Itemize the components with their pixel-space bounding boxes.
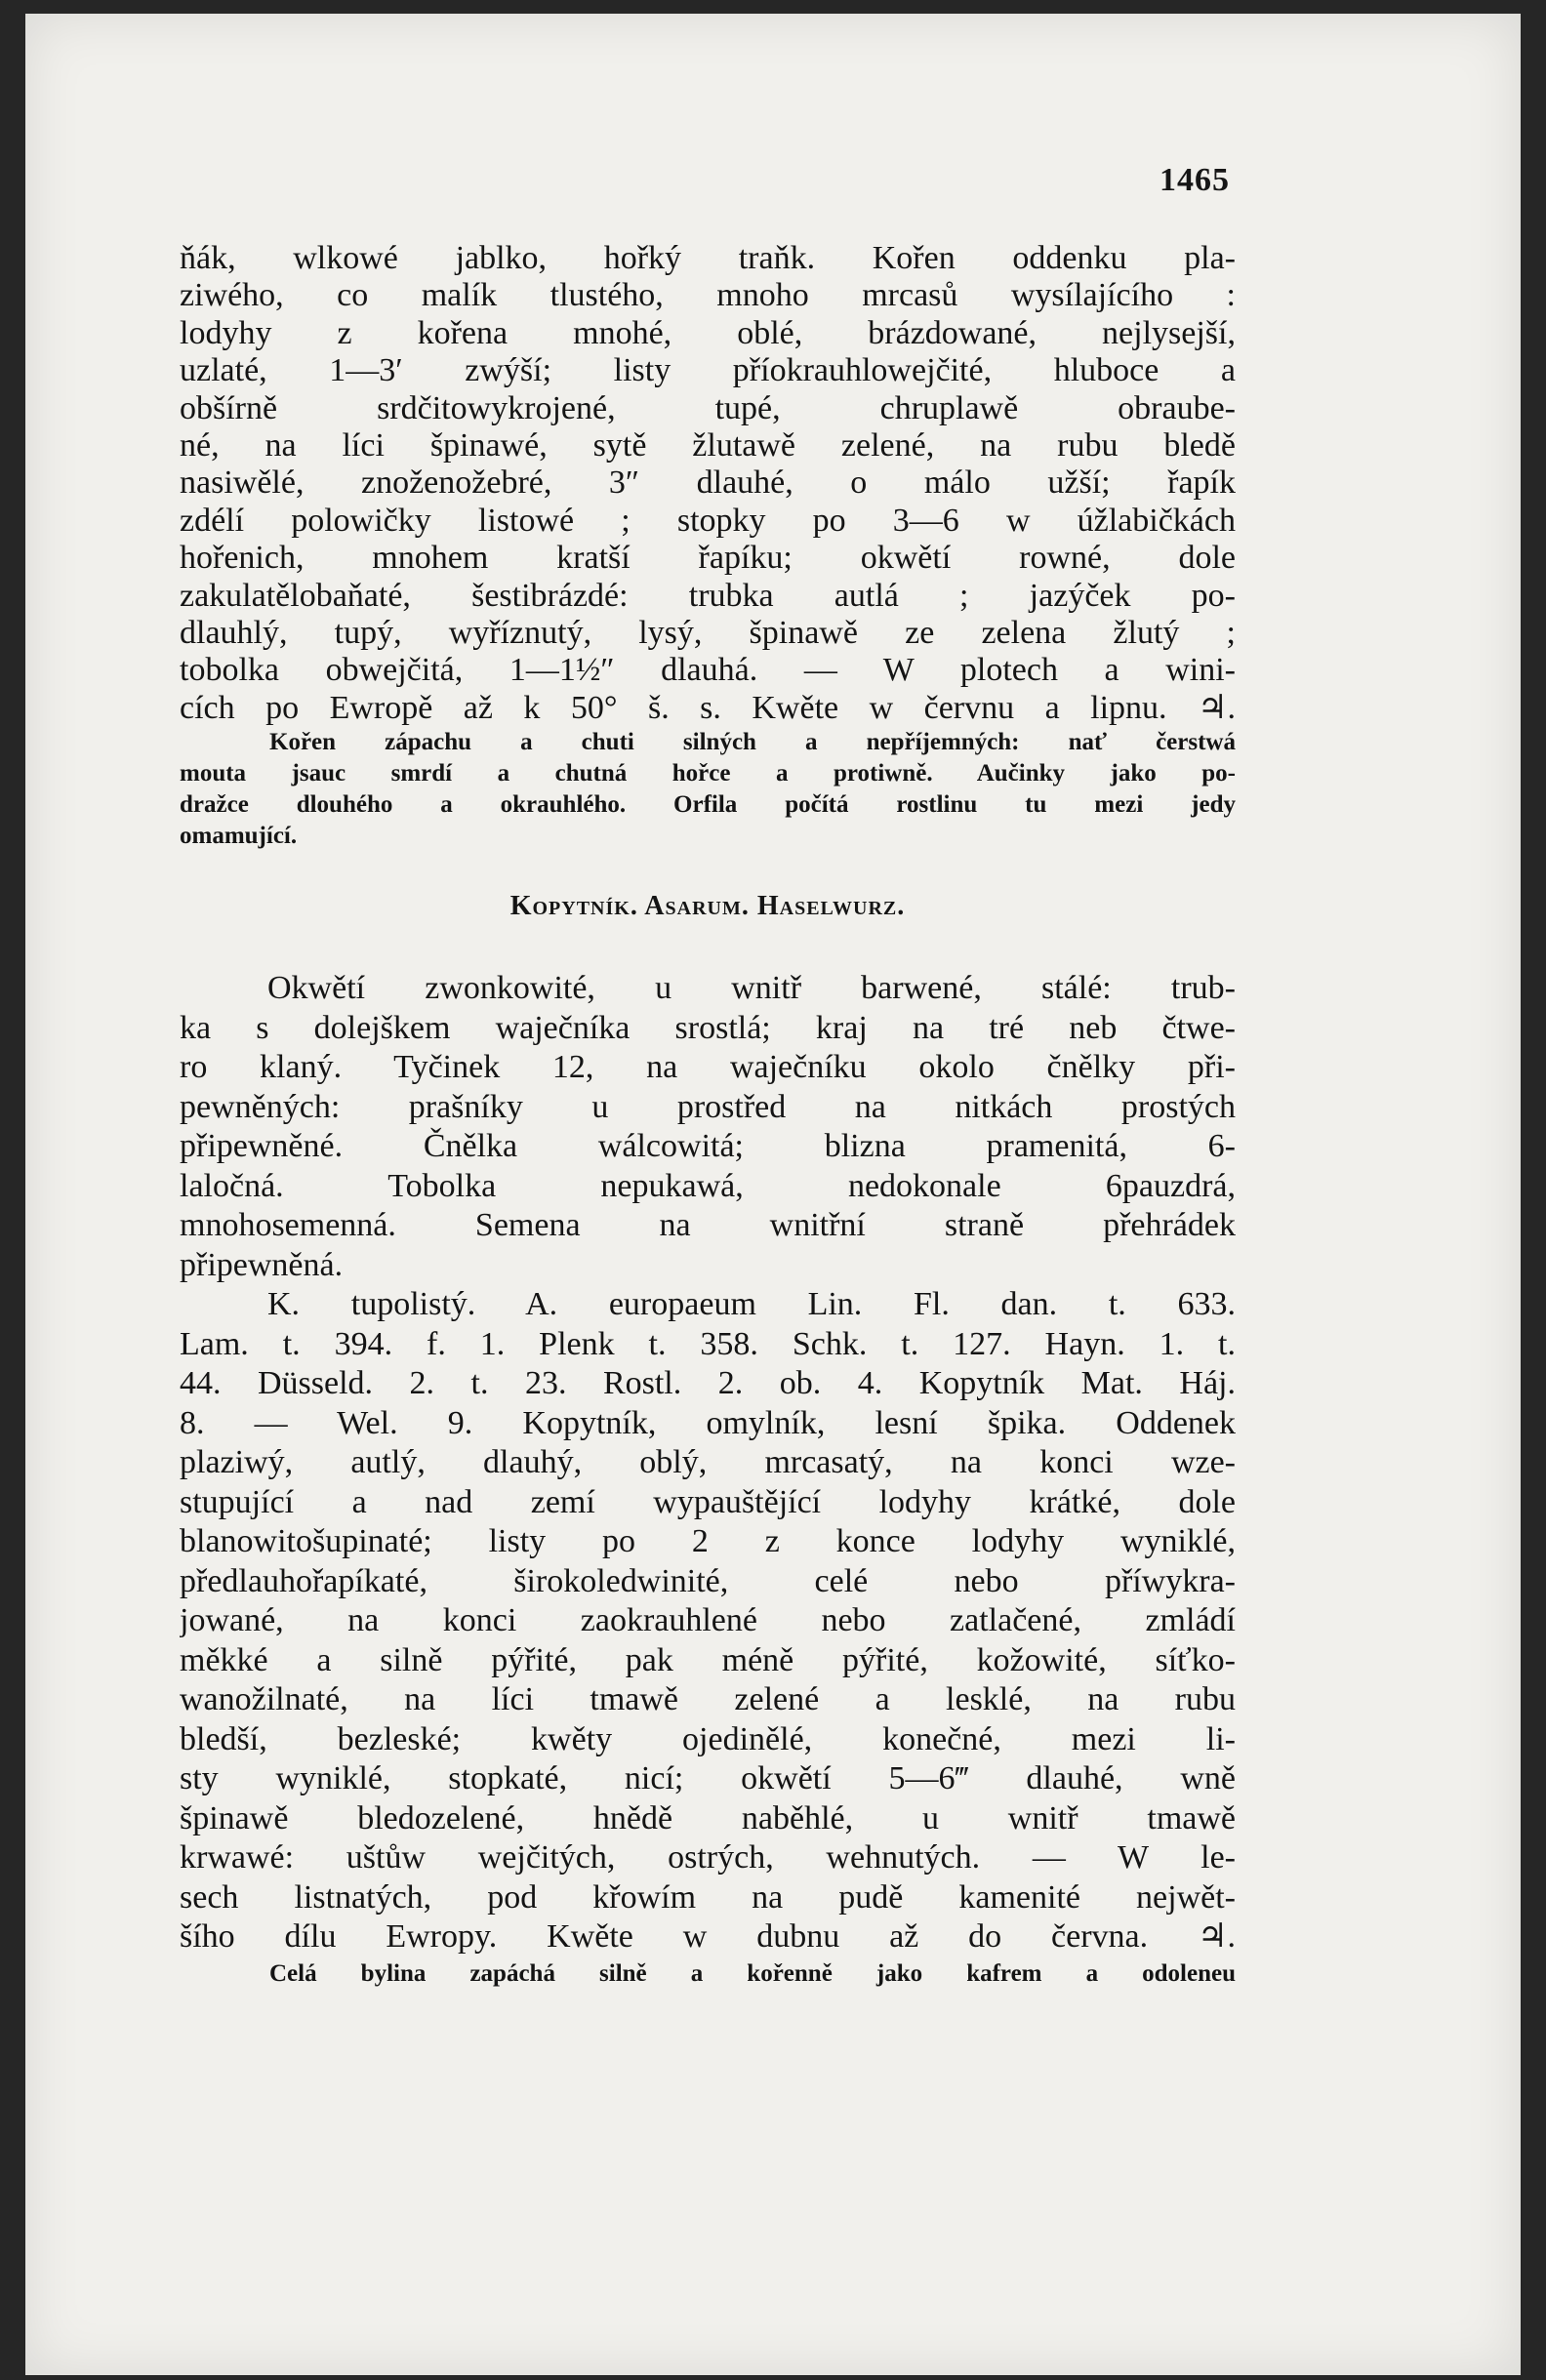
text-line: jowané, na konci zaokrauhlené nebo zatlačené, zmládí: [180, 1602, 1236, 1639]
small-print-note-2: [180, 1957, 1236, 1991]
text-line: Okwětí zwonkowité, u wnitř barwené, stálé: trub-: [267, 970, 1236, 1007]
text-line: hořenich, mnohem kratší řapíku; okwětí rowné, dole: [180, 540, 1236, 577]
genus-heading: Kopytník. Asarum. Haselwurz.: [509, 891, 906, 922]
text-line: dlauhlý, tupý, wyříznutý, lysý, špinawě ze zelena žlutý ;: [180, 614, 1236, 651]
text-line: zakulatělobaňaté, šestibrázdé: trubka autlá ; jazýček po-: [180, 577, 1236, 614]
text-line: připewněné. Čnělka wálcowitá; blizna pramenitá, 6-: [180, 1128, 1236, 1165]
text-line: né, na líci špinawé, sytě žlutawě zelené, na rubu bledě: [180, 426, 1236, 464]
text-line: cích po Ewropě až k 50° š. s. Kwěte w červnu a lipnu. ♃.: [180, 689, 1236, 726]
text-line: pewněných: prašníky u prostřed na nitkách prostých: [180, 1088, 1236, 1125]
text-line: K. tupolistý. A. europaeum Lin. Fl. dan. t. 633.: [267, 1286, 1236, 1323]
text-line: bledší, bezleské; kwěty ojedinělé, konečné, mezi li-: [180, 1720, 1236, 1757]
text-line: šího dílu Ewropy. Kwěte w dubnu až do června. ♃.: [180, 1918, 1236, 1956]
text-line: krwawé: uštůw wejčitých, ostrých, wehnutých. — W le-: [180, 1839, 1236, 1876]
text-line: uzlaté, 1—3′ zwýší; listy příokrauhlowejčité, hluboce a: [180, 352, 1236, 389]
species-description: [180, 1285, 1236, 1957]
text-line: zdélí polowičky listowé ; stopky po 3—6 w úžlabičkách: [180, 502, 1236, 539]
note-line: dražce dlouhého a okrauhlého. Orfila počítá rostlinu tu mezi jedy: [180, 791, 1236, 819]
note-line: Celá bylina zapáchá silně a kořenně jako kafrem a odoleneu: [269, 1959, 1236, 1987]
text-line: měkké a silně pýřité, pak méně pýřité, kožowité, síťko-: [180, 1641, 1236, 1678]
text-line: stupující a nad zemí wypauštějící lodyhy krátké, dole: [180, 1483, 1236, 1520]
text-line: předlauhořapíkaté, širokoledwinité, celé nebo příwykra-: [180, 1562, 1236, 1599]
text-line: obšírně srdčitowykrojené, tupé, chruplawě obraube-: [180, 389, 1236, 426]
text-line: Lam. t. 394. f. 1. Plenk t. 358. Schk. t. 127. Hayn. 1. t.: [180, 1325, 1236, 1362]
text-line: ro klaný. Tyčinek 12, na waječníku okolo čnělky při-: [180, 1049, 1236, 1086]
text-line: laločná. Tobolka nepukawá, nedokonale 6pauzdrá,: [180, 1167, 1236, 1204]
note-line: Kořen zápachu a chuti silných a nepříjemných: nať čerstwá: [269, 729, 1236, 756]
text-line: tobolka obwejčitá, 1—1½″ dlauhá. — W plotech a wini-: [180, 652, 1236, 689]
small-print-note: [180, 727, 1236, 852]
text-line: 44. Düsseld. 2. t. 23. Rostl. 2. ob. 4. Kopytník Mat. Háj.: [180, 1365, 1236, 1402]
text-line: mnohosemenná. Semena na wnitřní straně přehrádek: [180, 1207, 1236, 1244]
text-line: blanowitošupinaté; listy po 2 z konce lodyhy wyniklé,: [180, 1523, 1236, 1560]
text-line: špinawě bledozelené, hnědě naběhlé, u wnitř tmawě: [180, 1799, 1236, 1836]
note-line: omamující.: [180, 823, 298, 850]
book-page: [25, 14, 1521, 2375]
text-line: ka s dolejškem waječníka srostlá; kraj na tré neb čtwe-: [180, 1009, 1236, 1046]
text-line: nasiwělé, znoženožebré, 3″ dlauhé, o málo užší; řapík: [180, 464, 1236, 502]
text-line: připewněná.: [180, 1246, 344, 1283]
page-text: [180, 240, 1236, 1991]
genus-description: [180, 969, 1236, 1285]
text-line: wanožilnaté, na líci tmawě zelené a lesklé, na rubu: [180, 1681, 1236, 1718]
text-line: 8. — Wel. 9. Kopytník, omylník, lesní špika. Oddenek: [180, 1404, 1236, 1441]
text-line: lodyhy z kořena mnohé, oblé, brázdowané, nejlysejší,: [180, 314, 1236, 351]
note-line: mouta jsauc smrdí a chutná hořce a protiwně. Aučinky jako po-: [180, 760, 1236, 787]
text-line: sech listnatých, pod křowím na pudě kamenité nejwět-: [180, 1878, 1236, 1916]
paragraph-continued: [180, 240, 1236, 727]
text-line: sty wyniklé, stopkaté, nicí; okwětí 5—6‴ dlauhé, wně: [180, 1760, 1236, 1797]
text-line: ňák, wlkowé jablko, hořký traňk. Kořen oddenku pla-: [180, 240, 1236, 276]
text-line: plaziwý, autlý, dlauhý, oblý, mrcasatý, na konci wze-: [180, 1444, 1236, 1481]
text-line: ziwého, co malík tlustého, mnoho mrcasů wysílajícího :: [180, 277, 1236, 314]
page-number: 1465: [1160, 162, 1230, 198]
